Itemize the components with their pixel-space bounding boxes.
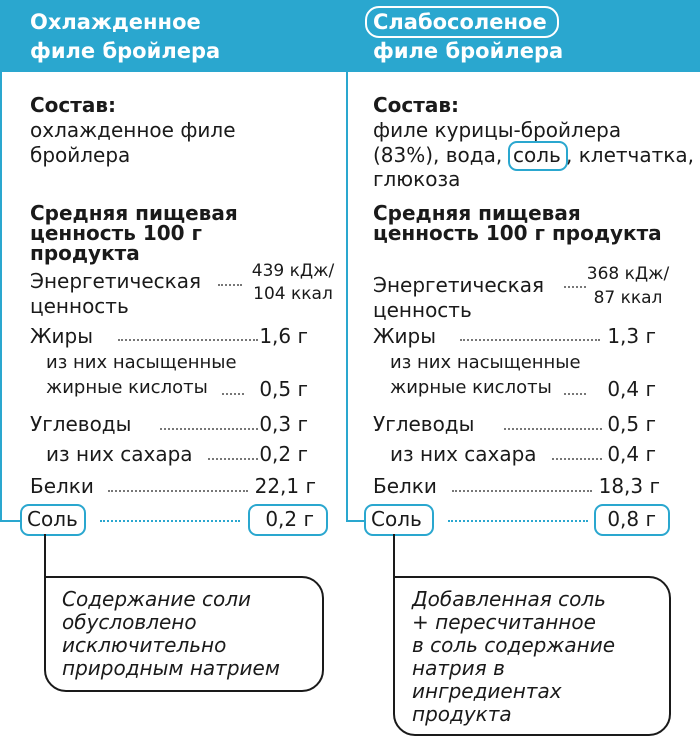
left-nutrition-heading-line3: продукта: [30, 241, 140, 265]
right-note-line5: ингредиентах: [412, 679, 562, 703]
left-salt-connector: [44, 534, 46, 578]
right-sat-label-line1: из них насыщенные: [390, 352, 581, 373]
right-composition-line3: глюкоза: [373, 167, 461, 191]
right-nutrition-heading-line2: ценность 100 г продукта: [373, 221, 662, 245]
right-composition-salt: соль: [513, 143, 561, 167]
right-energy-label-line1: Энергетическая: [373, 273, 544, 297]
left-energy-dots: [218, 284, 242, 286]
right-composition-line2b: , клетчатка,: [566, 143, 694, 167]
left-nutrition-heading-line1: Средняя пищевая: [30, 201, 238, 225]
right-fat-value: 1,3 г: [607, 324, 656, 348]
left-note-line4: природным натрием: [62, 656, 280, 680]
right-fat-label: Жиры: [373, 324, 437, 348]
left-salt-dots: [100, 520, 240, 522]
right-salt-label: Соль: [371, 507, 422, 531]
right-energy-dots: [564, 286, 586, 288]
left-fat-label: Жиры: [30, 324, 94, 348]
left-sat-label-line2: жирные кислоты: [46, 377, 208, 398]
right-protein-value: 18,3 г: [598, 474, 660, 498]
right-protein-dots: [452, 490, 592, 492]
right-composition-line1: филе курицы-бройлера: [373, 118, 622, 142]
right-title-line1: Слабосоленое: [373, 10, 547, 34]
right-sat-label-line2: жирные кислоты: [390, 377, 552, 398]
right-note-line1: Добавленная соль: [412, 587, 606, 611]
left-fat-dots: [118, 339, 258, 341]
right-title-line2: филе бройлера: [373, 39, 564, 63]
left-title-line2: филе бройлера: [30, 39, 221, 63]
left-sat-value: 0,5 г: [259, 377, 308, 401]
right-salt-value: 0,8 г: [607, 507, 656, 531]
left-salt-value: 0,2 г: [265, 507, 314, 531]
right-sugar-label: из них сахара: [390, 442, 537, 466]
right-energy-value-line2: 87 ккал: [593, 288, 663, 308]
left-energy-value-line2: 104 ккал: [253, 284, 333, 304]
left-title-line1: Охлажденное: [30, 10, 201, 34]
right-carbs-value: 0,5 г: [607, 412, 656, 436]
left-note-line2: обусловлено: [62, 610, 197, 634]
left-fat-value: 1,6 г: [259, 324, 308, 348]
right-carbs-label: Углеводы: [373, 412, 475, 436]
right-protein-label: Белки: [373, 474, 437, 498]
left-energy-label-line1: Энергетическая: [30, 269, 201, 293]
left-composition-heading: Состав:: [30, 93, 117, 117]
left-note-line1: Содержание соли: [62, 587, 252, 611]
right-header: [348, 0, 700, 72]
right-sat-value: 0,4 г: [607, 377, 656, 401]
left-energy-value-line1: 439 кДж/: [251, 261, 335, 281]
right-salt-bracket: [346, 506, 366, 522]
right-note-line4: натрия в: [412, 656, 505, 680]
left-protein-value: 22,1 г: [254, 474, 316, 498]
right-energy-label-line2: ценность: [373, 298, 472, 322]
left-energy-label-line2: ценность: [30, 294, 129, 318]
right-energy-value-line1: 368 кДж/: [586, 264, 670, 284]
right-note-line2: + пересчитанное: [412, 610, 596, 634]
left-protein-dots: [108, 490, 248, 492]
left-sugar-label: из них сахара: [46, 442, 193, 466]
left-note-line3: исключительно: [62, 633, 227, 657]
left-salt-bracket: [0, 506, 22, 522]
left-carbs-value: 0,3 г: [259, 412, 308, 436]
left-composition-line1: охлажденное филе: [30, 118, 236, 142]
left-carbs-label: Углеводы: [30, 412, 132, 436]
right-note-line3: в соль содержание: [412, 633, 616, 657]
left-composition-line2: бройлера: [30, 143, 131, 167]
left-sugar-value: 0,2 г: [259, 442, 308, 466]
left-protein-label: Белки: [30, 474, 94, 498]
right-salt-connector: [393, 534, 395, 578]
left-frame-line: [0, 72, 2, 512]
left-header: [0, 0, 346, 72]
right-frame-line: [346, 0, 348, 512]
left-salt-label: Соль: [27, 507, 78, 531]
right-sat-dots: [564, 393, 586, 395]
right-fat-dots: [460, 339, 600, 341]
right-composition-heading: Состав:: [373, 93, 460, 117]
right-note-line6: продукта: [412, 702, 512, 726]
right-composition-line2a: (83%), вода,: [373, 143, 503, 167]
right-sugar-value: 0,4 г: [607, 442, 656, 466]
right-salt-dots: [448, 520, 588, 522]
right-nutrition-heading-line1: Средняя пищевая: [373, 201, 581, 225]
left-nutrition-heading-line2: ценность 100 г: [30, 221, 202, 245]
left-sat-label-line1: из них насыщенные: [46, 352, 237, 373]
